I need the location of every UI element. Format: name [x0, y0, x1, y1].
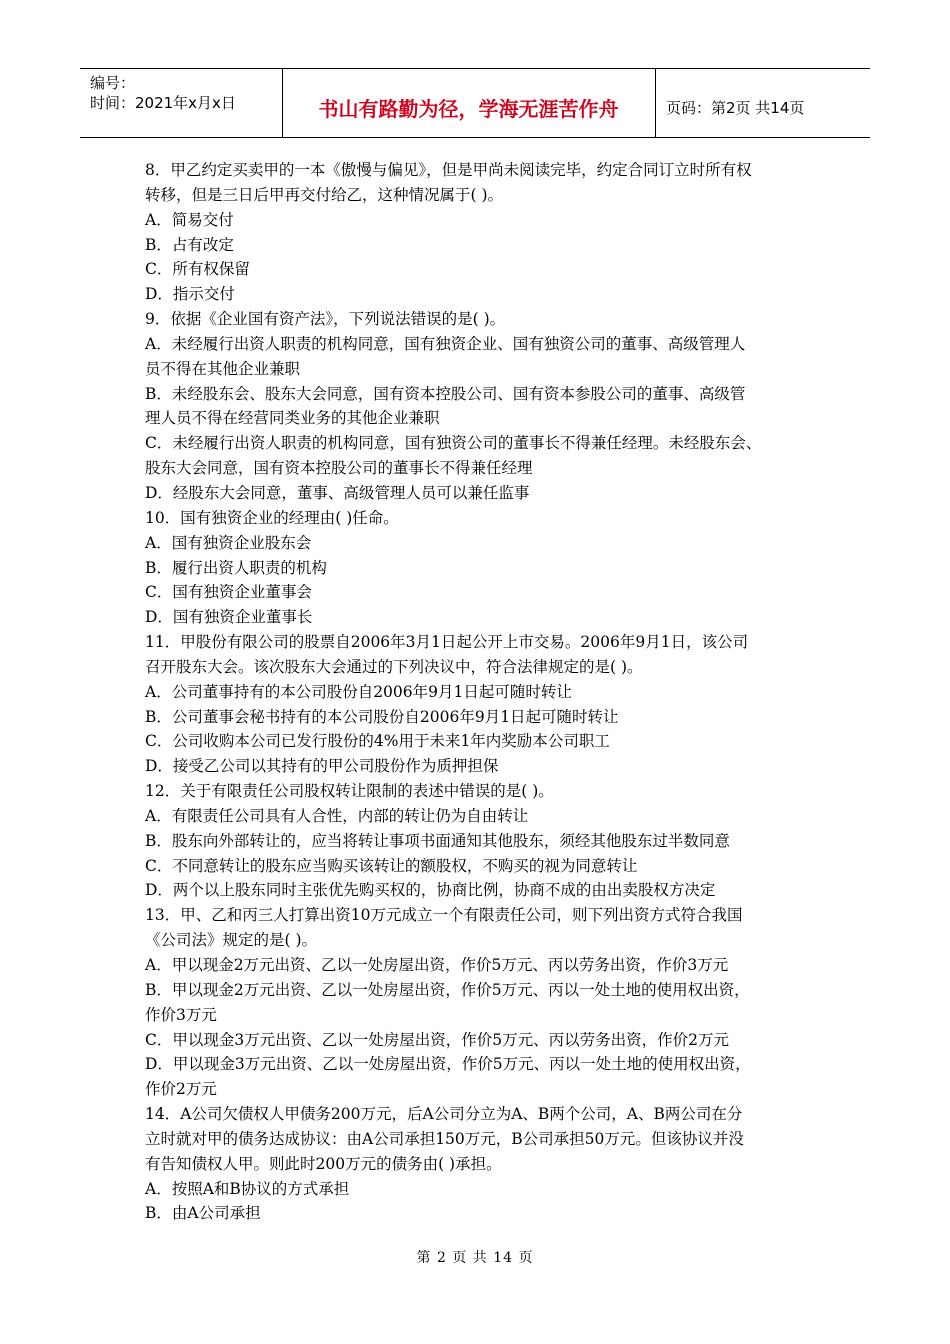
text-line: 立时就对甲的债务达成协议：由A公司承担150万元，B公司承担50万元。但该协议并没 — [145, 1129, 744, 1148]
text-line: C．国有独资企业董事会 — [145, 583, 312, 602]
text-line: C．甲以现金3万元出资、乙以一处房屋出资，作价5万元、丙以劳务出资，作价2万元 — [145, 1030, 729, 1049]
text-line: B．由A公司承担 — [145, 1204, 261, 1223]
text-line: D．甲以现金3万元出资、乙以一处房屋出资，作价5万元、丙以一处土地的使用权出资， — [145, 1055, 751, 1074]
header-meta — [80, 69, 283, 137]
text-line: 理人员不得在经营同类业务的其他企业兼职 — [145, 409, 440, 428]
text-line: B．履行出资人职责的机构 — [145, 558, 327, 577]
page-header — [80, 68, 870, 138]
text-line: A．按照A和B协议的方式承担 — [145, 1179, 350, 1198]
text-line: A．未经履行出资人职责的机构同意，国有独资企业、国有独资公司的董事、高级管理人 — [145, 334, 746, 353]
text-line: C．不同意转让的股东应当购买该转让的额股权，不购买的视为同意转让 — [145, 856, 638, 875]
text-line: A．简易交付 — [145, 210, 234, 229]
text-line: 12．关于有限责任公司股权转让限制的表述中错误的是( )。 — [145, 782, 554, 801]
text-line: A．甲以现金2万元出资、乙以一处房屋出资，作价5万元、丙以劳务出资，作价3万元 — [145, 956, 729, 974]
document-time-label: 时间：2021年x月x日 — [90, 94, 236, 112]
text-line: 召开股东大会。该次股东大会通过的下列决议中，符合法律规定的是( )。 — [145, 657, 643, 676]
text-line: D．经股东大会同意，董事、高级管理人员可以兼任监事 — [145, 483, 530, 502]
text-line: B．未经股东会、股东大会同意，国有资本控股公司、国有资本参股公司的董事、高级管 — [145, 384, 746, 403]
text-line: D．两个以上股东同时主张优先购买权的，协商比例，协商不成的由出卖股权方决定 — [145, 881, 716, 900]
text-line: C．未经履行出资人职责的机构同意，国有独资公司的董事长不得兼任经理。未经股东会、 — [145, 434, 762, 453]
text-line: 14．A公司欠债权人甲债务200万元，后A公司分立为A、B两个公司，A、B两公司在分 — [145, 1105, 743, 1124]
text-line: 有告知债权人甲。则此时200万元的债务由( )承担。 — [145, 1154, 502, 1173]
text-line: 作价2万元 — [145, 1080, 217, 1099]
text-line: 10．国有独资企业的经理由( )任命。 — [145, 508, 399, 527]
text-line: B．股东向外部转让的，应当将转让事项书面通知其他股东，须经其他股东过半数同意 — [145, 831, 730, 850]
header-page-info: 页码：第2页 共14页 — [666, 98, 805, 117]
text-line: 9．依据《企业国有资产法》，下列说法错误的是( )。 — [145, 310, 506, 329]
text-line: 员不得在其他企业兼职 — [145, 359, 301, 378]
text-line: A．有限责任公司具有人合性，内部的转让仍为自由转让 — [145, 806, 529, 825]
text-line: A．国有独资企业股东会 — [145, 533, 312, 552]
document-number-label: 编号： — [90, 74, 136, 92]
header-motto: 书山有路勤为径，学海无涯苦作舟 — [282, 69, 656, 137]
text-line: 8．甲乙约定买卖甲的一本《傲慢与偏见》，但是甲尚未阅读完毕，约定合同订立时所有权 — [145, 161, 752, 179]
text-line: C．公司收购本公司已发行股份的4%用于未来1年内奖励本公司职工 — [145, 732, 610, 751]
text-line: 《公司法》规定的是( )。 — [145, 931, 318, 950]
text-line: 股东大会同意，国有资本控股公司的董事长不得兼任经理 — [145, 459, 533, 478]
page-footer: 第 2 页 共 14 页 — [416, 1250, 534, 1266]
text-line: 转移，但是三日后甲再交付给乙，这种情况属于( )。 — [145, 185, 504, 204]
text-line: A．公司董事持有的本公司股份自2006年9月1日起可随时转让 — [145, 682, 572, 701]
text-line: B．占有改定 — [145, 235, 234, 254]
text-line: B．甲以现金2万元出资、乙以一处房屋出资，作价5万元、丙以一处土地的使用权出资， — [145, 980, 750, 999]
text-line: 11．甲股份有限公司的股票自2006年3月1日起公开上市交易。2006年9月1日，该公司 — [145, 633, 749, 652]
text-line: C．所有权保留 — [145, 260, 250, 279]
text-line: B．公司董事会秘书持有的本公司股份自2006年9月1日起可随时转让 — [145, 707, 619, 726]
text-line: D．国有独资企业董事长 — [145, 608, 313, 627]
text-line: D．指示交付 — [145, 285, 235, 304]
text-line: 作价3万元 — [145, 1005, 217, 1024]
text-line: D．接受乙公司以其持有的甲公司股份作为质押担保 — [145, 757, 499, 776]
document-body — [145, 158, 810, 1226]
text-line: 13．甲、乙和丙三人打算出资10万元成立一个有限责任公司，则下列出资方式符合我国 — [145, 906, 743, 925]
